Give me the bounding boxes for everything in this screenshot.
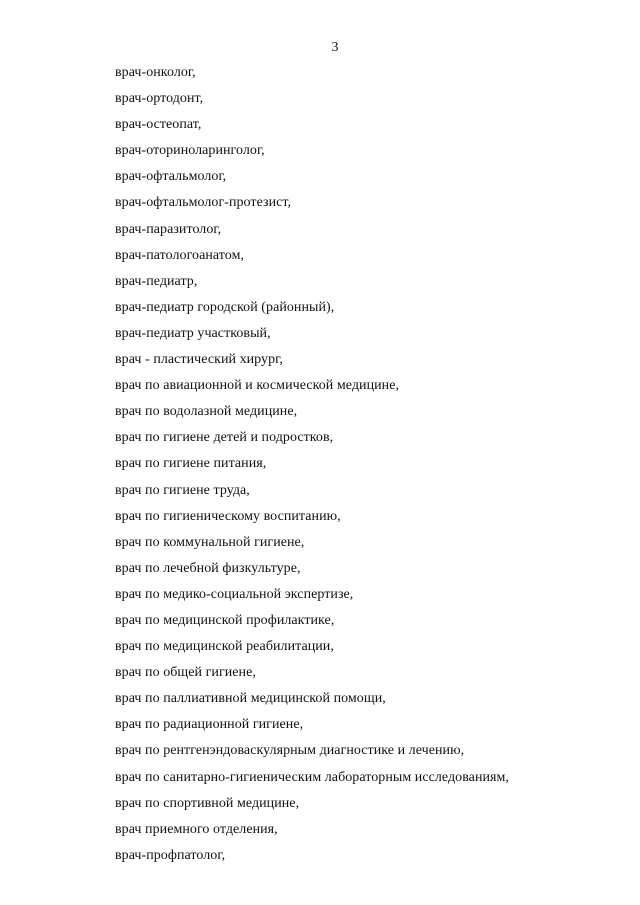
list-item: врач по лечебной физкультуре, [115, 560, 301, 576]
list-item: врач-паразитолог, [115, 221, 222, 237]
list-item: врач-педиатр участковый, [115, 325, 271, 341]
list-item: врач по авиационной и космической медицине, [115, 378, 400, 394]
specialty-list [115, 64, 509, 873]
list-item: врач по водолазной медицине, [115, 404, 298, 420]
list-item: врач по гигиене труда, [115, 482, 250, 498]
list-item: врач-онколог, [115, 65, 196, 80]
list-item: врач-оториноларинголог, [115, 143, 265, 159]
list-item: врач-ортодонт, [115, 91, 204, 107]
list-item: врач по санитарно-гигиеническим лабораторным исследованиям, [115, 769, 509, 785]
list-item: врач-офтальмолог-протезист, [115, 195, 292, 211]
list-item: врач-профпатолог, [115, 847, 226, 863]
list-item: врач по радиационной гигиене, [115, 717, 304, 733]
list-item: врач по гигиене питания, [115, 456, 267, 472]
list-item: врач - пластический хирург, [115, 352, 283, 368]
list-item: врач-патологоанатом, [115, 247, 245, 263]
list-item: врач по медицинской профилактике, [115, 612, 335, 628]
list-item: врач по медицинской реабилитации, [115, 639, 334, 655]
list-item: врач по медико-социальной экспертизе, [115, 586, 354, 602]
list-item: врач по гигиеническому воспитанию, [115, 508, 341, 524]
list-item: врач по паллиативной медицинской помощи, [115, 691, 386, 707]
list-item: врач по общей гигиене, [115, 665, 256, 681]
list-item: врач по коммунальной гигиене, [115, 534, 305, 550]
page-number: 3 [331, 40, 339, 55]
list-item: врач по спортивной медицине, [115, 795, 300, 811]
list-item: врач-педиатр городской (районный), [115, 299, 335, 315]
list-item: врач по гигиене детей и подростков, [115, 430, 334, 446]
list-item: врач-остеопат, [115, 117, 202, 133]
list-item: врач-педиатр, [115, 273, 198, 289]
list-item: врач-офтальмолог, [115, 169, 227, 185]
list-item: врач приемного отделения, [115, 821, 278, 837]
list-item: врач по рентгенэндоваскулярным диагностике и лечению, [115, 743, 465, 759]
